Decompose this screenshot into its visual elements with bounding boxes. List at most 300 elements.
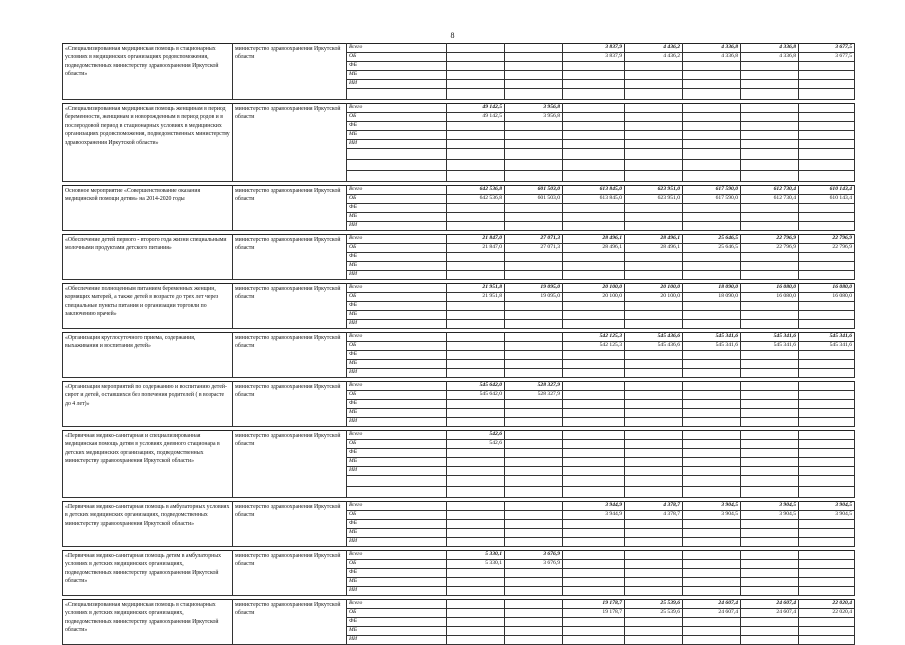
value-cell (741, 351, 799, 360)
value-cell: 22 796,9 (799, 244, 855, 253)
funding-source-label: ФБ (347, 62, 447, 71)
funding-source-label: ФБ (347, 520, 447, 529)
value-cell (799, 262, 855, 271)
value-cell (625, 131, 683, 140)
value-cell (683, 587, 741, 596)
value-cell (625, 467, 683, 476)
value-cell: 24 607,4 (741, 609, 799, 618)
value-cell (799, 551, 855, 560)
value-cell (505, 467, 563, 476)
value-cell (683, 409, 741, 418)
value-cell (505, 502, 563, 511)
value-cell: 24 607,4 (741, 600, 799, 609)
value-cell: 27 071,3 (505, 244, 563, 253)
value-cell (625, 636, 683, 645)
value-cell: 612 730,4 (741, 186, 799, 195)
value-cell: 18 090,0 (683, 293, 741, 302)
value-cell (683, 551, 741, 560)
value-cell (625, 271, 683, 280)
value-cell (683, 560, 741, 569)
value-cell (625, 409, 683, 418)
value-cell: 4 378,7 (625, 511, 683, 520)
value-cell (683, 449, 741, 458)
value-cell (741, 440, 799, 449)
activity-name: «Организация круглосуточного приема, содержания, выхаживания и воспитания детей» (63, 333, 233, 378)
funding-source-label: ОБ (347, 609, 447, 618)
value-cell (741, 213, 799, 222)
activity-name: «Первичная медико-санитарная и специализированная медицинская помощь детям в условиях дневного стационара в детских медицинских организациях, подведомственных министерству здравоохранения Иркутской области» (63, 431, 233, 498)
value-cell: 3 904,5 (799, 511, 855, 520)
value-cell (563, 551, 625, 560)
value-cell (799, 529, 855, 538)
value-cell (505, 511, 563, 520)
value-cell (683, 400, 741, 409)
value-cell (741, 271, 799, 280)
value-cell: 542,6 (447, 431, 505, 440)
value-cell (625, 311, 683, 320)
funding-source-label: Всего (347, 600, 447, 609)
activity-name: «Организация мероприятий по содержанию и воспитанию детей-сирот и детей, оставшихся без попечения родителей ( в возрасте до 4 лет)» (63, 382, 233, 427)
value-cell: 24 607,4 (683, 600, 741, 609)
value-cell (741, 578, 799, 587)
value-cell (563, 213, 625, 222)
value-cell (563, 578, 625, 587)
table-row (63, 551, 855, 560)
value-cell (741, 369, 799, 378)
value-cell (683, 351, 741, 360)
value-cell (625, 538, 683, 547)
value-cell (799, 391, 855, 400)
value-cell (505, 62, 563, 71)
value-cell (447, 400, 505, 409)
value-cell (799, 213, 855, 222)
value-cell (683, 578, 741, 587)
value-cell (505, 369, 563, 378)
value-cell (563, 262, 625, 271)
value-cell (563, 171, 625, 182)
value-cell: 545 341,6 (799, 333, 855, 342)
value-cell (799, 369, 855, 378)
value-cell (683, 440, 741, 449)
value-cell (799, 271, 855, 280)
value-cell (741, 529, 799, 538)
value-cell (447, 458, 505, 467)
value-cell (447, 618, 505, 627)
value-cell (625, 431, 683, 440)
value-cell (625, 449, 683, 458)
value-cell (799, 204, 855, 213)
table-row (63, 284, 855, 293)
value-cell (505, 529, 563, 538)
value-cell (447, 222, 505, 231)
funding-source-label: МБ (347, 529, 447, 538)
funding-source-label: ИИ (347, 636, 447, 645)
value-cell: 18 090,0 (683, 284, 741, 293)
value-cell (741, 204, 799, 213)
value-cell (563, 636, 625, 645)
funding-source-label: Всего (347, 551, 447, 560)
funding-source-label: ФБ (347, 204, 447, 213)
value-cell: 19 178,7 (563, 609, 625, 618)
value-cell: 4 436,2 (625, 53, 683, 62)
value-cell (799, 440, 855, 449)
value-cell (447, 578, 505, 587)
value-cell (505, 360, 563, 369)
funding-source-label: ИИ (347, 467, 447, 476)
value-cell (447, 320, 505, 329)
executor-name: министерство здравоохранения Иркутской области (233, 186, 347, 231)
value-cell (625, 627, 683, 636)
funding-source-label: Всего (347, 431, 447, 440)
value-cell (741, 431, 799, 440)
value-cell (447, 271, 505, 280)
value-cell (625, 320, 683, 329)
value-cell (741, 62, 799, 71)
value-cell (741, 311, 799, 320)
value-cell (741, 458, 799, 467)
value-cell (799, 302, 855, 311)
value-cell (683, 140, 741, 149)
executor-name: министерство здравоохранения Иркутской области (233, 44, 347, 100)
value-cell (683, 520, 741, 529)
funding-source-label: МБ (347, 213, 447, 222)
value-cell: 545 436,6 (625, 342, 683, 351)
value-cell (447, 476, 505, 487)
value-cell (563, 487, 625, 498)
value-cell: 545 642,0 (447, 382, 505, 391)
value-cell: 49 142,5 (447, 104, 505, 113)
value-cell (447, 302, 505, 311)
value-cell (447, 122, 505, 131)
value-cell: 3 904,5 (799, 502, 855, 511)
value-cell (563, 476, 625, 487)
executor-name: министерство здравоохранения Иркутской области (233, 284, 347, 329)
activity-name: «Первичная медико-санитарная помощь детям в амбулаторных условиях в детских медицинских организациях, подведомственных министерству здравоохранения Иркутской области» (63, 551, 233, 596)
value-cell (563, 369, 625, 378)
value-cell: 28 496,1 (625, 235, 683, 244)
value-cell (683, 476, 741, 487)
value-cell: 3 677,5 (799, 44, 855, 53)
value-cell (625, 569, 683, 578)
value-cell (683, 213, 741, 222)
value-cell: 28 496,1 (625, 244, 683, 253)
funding-source-label: ФБ (347, 253, 447, 262)
value-cell: 16 080,0 (799, 293, 855, 302)
value-cell (447, 160, 505, 171)
value-cell: 16 080,0 (741, 284, 799, 293)
value-cell (447, 262, 505, 271)
funding-source-label: Всего (347, 235, 447, 244)
value-cell (447, 520, 505, 529)
funding-source-label: ИИ (347, 222, 447, 231)
value-cell (563, 122, 625, 131)
value-cell: 21 847,0 (447, 244, 505, 253)
value-cell: 20 100,0 (563, 284, 625, 293)
value-cell (447, 418, 505, 427)
value-cell (563, 360, 625, 369)
value-cell (799, 569, 855, 578)
table-row (63, 235, 855, 244)
value-cell (683, 262, 741, 271)
value-cell (683, 431, 741, 440)
value-cell (505, 302, 563, 311)
value-cell: 3 676,9 (505, 560, 563, 569)
funding-source-label: ФБ (347, 400, 447, 409)
value-cell (447, 636, 505, 645)
value-cell (683, 302, 741, 311)
value-cell: 22 796,9 (741, 235, 799, 244)
value-cell (563, 560, 625, 569)
value-cell: 623 951,0 (625, 195, 683, 204)
value-cell (799, 400, 855, 409)
funding-source-label: ФБ (347, 122, 447, 131)
value-cell (625, 476, 683, 487)
value-cell (625, 149, 683, 160)
value-cell (625, 113, 683, 122)
value-cell (625, 560, 683, 569)
value-cell: 545 436,6 (625, 333, 683, 342)
funding-source-label: ФБ (347, 302, 447, 311)
value-cell: 22 020,4 (799, 600, 855, 609)
value-cell (625, 529, 683, 538)
value-cell (683, 80, 741, 89)
funding-source-label: ОБ (347, 195, 447, 204)
value-cell: 545 341,6 (799, 342, 855, 351)
value-cell (505, 538, 563, 547)
value-cell (563, 391, 625, 400)
value-cell (741, 520, 799, 529)
value-cell (799, 62, 855, 71)
value-cell: 27 071,3 (505, 235, 563, 244)
value-cell (563, 587, 625, 596)
activity-name: «Обеспечение детей первого - второго года жизни специальными молочными продуктами детского питания» (63, 235, 233, 280)
value-cell (563, 520, 625, 529)
value-cell (563, 62, 625, 71)
value-cell: 28 496,1 (563, 235, 625, 244)
value-cell (447, 569, 505, 578)
value-cell: 617 590,0 (683, 195, 741, 204)
value-cell (741, 418, 799, 427)
funding-source-label: ОБ (347, 293, 447, 302)
value-cell (799, 431, 855, 440)
value-cell (741, 113, 799, 122)
value-cell (563, 131, 625, 140)
value-cell: 25 646,5 (683, 235, 741, 244)
value-cell (625, 213, 683, 222)
executor-name: министерство здравоохранения Иркутской области (233, 382, 347, 427)
value-cell (683, 627, 741, 636)
value-cell (625, 140, 683, 149)
value-cell: 3 904,5 (683, 511, 741, 520)
value-cell: 25 539,6 (625, 600, 683, 609)
activity-name: Основное мероприятие «Совершенствование оказания медицинской помощи детям» на 2014-2020 годы (63, 186, 233, 231)
value-cell (741, 302, 799, 311)
value-cell (505, 609, 563, 618)
page-number: 8 (450, 31, 455, 40)
value-cell: 542 125,3 (563, 342, 625, 351)
value-cell (683, 113, 741, 122)
value-cell: 4 336,8 (683, 44, 741, 53)
value-cell (447, 71, 505, 80)
value-cell (563, 104, 625, 113)
value-cell (799, 149, 855, 160)
value-cell (625, 520, 683, 529)
value-cell (563, 458, 625, 467)
value-cell: 4 378,7 (625, 502, 683, 511)
value-cell: 642 536,8 (447, 195, 505, 204)
funding-source-label: ОБ (347, 391, 447, 400)
value-cell (505, 222, 563, 231)
value-cell (505, 600, 563, 609)
funding-source-label (347, 160, 447, 171)
value-cell (505, 578, 563, 587)
value-cell (741, 618, 799, 627)
value-cell (683, 538, 741, 547)
value-cell (799, 351, 855, 360)
value-cell: 610 143,4 (799, 186, 855, 195)
value-cell (625, 160, 683, 171)
funding-source-label: Всего (347, 502, 447, 511)
value-cell (505, 71, 563, 80)
table-row (63, 44, 855, 53)
value-cell: 3 904,5 (683, 502, 741, 511)
value-cell (625, 204, 683, 213)
value-cell (505, 400, 563, 409)
value-cell (683, 391, 741, 400)
value-cell (447, 502, 505, 511)
value-cell (683, 311, 741, 320)
value-cell (683, 149, 741, 160)
value-cell (741, 569, 799, 578)
value-cell (447, 89, 505, 100)
funding-source-label: МБ (347, 262, 447, 271)
value-cell (683, 418, 741, 427)
value-cell: 3 904,5 (741, 502, 799, 511)
value-cell (505, 171, 563, 182)
funding-source-label: МБ (347, 311, 447, 320)
value-cell (683, 636, 741, 645)
value-cell (799, 476, 855, 487)
value-cell (799, 320, 855, 329)
value-cell (799, 222, 855, 231)
value-cell (799, 140, 855, 149)
funding-source-label: ИИ (347, 140, 447, 149)
table-row (63, 600, 855, 609)
value-cell (625, 71, 683, 80)
table-row (63, 186, 855, 195)
value-cell (741, 636, 799, 645)
value-cell (741, 80, 799, 89)
value-cell: 601 503,0 (505, 195, 563, 204)
value-cell (741, 627, 799, 636)
value-cell: 3 944,9 (563, 502, 625, 511)
value-cell (683, 222, 741, 231)
value-cell (625, 122, 683, 131)
value-cell: 613 845,0 (563, 195, 625, 204)
value-cell (799, 131, 855, 140)
value-cell (741, 409, 799, 418)
value-cell (683, 369, 741, 378)
value-cell (505, 587, 563, 596)
value-cell (625, 302, 683, 311)
executor-name: министерство здравоохранения Иркутской области (233, 235, 347, 280)
value-cell (505, 351, 563, 360)
funding-source-label: ОБ (347, 560, 447, 569)
funding-source-label: ИИ (347, 369, 447, 378)
funding-source-label: ИИ (347, 271, 447, 280)
value-cell: 5 330,1 (447, 560, 505, 569)
value-cell (799, 627, 855, 636)
value-cell: 528 327,9 (505, 382, 563, 391)
value-cell (741, 449, 799, 458)
value-cell (447, 131, 505, 140)
value-cell (683, 122, 741, 131)
value-cell (683, 487, 741, 498)
value-cell (505, 409, 563, 418)
value-cell (505, 569, 563, 578)
value-cell (505, 44, 563, 53)
value-cell: 601 503,0 (505, 186, 563, 195)
value-cell (505, 271, 563, 280)
value-cell (683, 529, 741, 538)
value-cell (625, 551, 683, 560)
value-cell (799, 487, 855, 498)
funding-source-label: ОБ (347, 440, 447, 449)
value-cell (447, 538, 505, 547)
value-cell (625, 62, 683, 71)
value-cell (447, 213, 505, 222)
value-cell (505, 53, 563, 62)
value-cell (741, 140, 799, 149)
value-cell (563, 409, 625, 418)
funding-source-label: МБ (347, 458, 447, 467)
executor-name: министерство здравоохранения Иркутской области (233, 333, 347, 378)
value-cell (447, 62, 505, 71)
value-cell (505, 333, 563, 342)
value-cell (563, 320, 625, 329)
table-row (63, 502, 855, 511)
value-cell: 19 178,7 (563, 600, 625, 609)
value-cell (799, 89, 855, 100)
value-cell: 642 536,8 (447, 186, 505, 195)
value-cell (741, 538, 799, 547)
value-cell: 617 590,0 (683, 186, 741, 195)
value-cell (683, 171, 741, 182)
value-cell: 613 845,0 (563, 186, 625, 195)
value-cell: 3 676,9 (505, 551, 563, 560)
funding-source-label: МБ (347, 131, 447, 140)
value-cell: 610 143,4 (799, 195, 855, 204)
value-cell (505, 140, 563, 149)
value-cell (447, 253, 505, 262)
value-cell (505, 520, 563, 529)
value-cell: 20 100,0 (625, 293, 683, 302)
value-cell (563, 467, 625, 476)
value-cell (563, 351, 625, 360)
value-cell (741, 487, 799, 498)
value-cell (447, 449, 505, 458)
value-cell (505, 449, 563, 458)
activity-name: «Первичная медико-санитарная помощь в амбулаторных условиях в детских медицинских организациях, подведомственных министерству здравоохранения Иркутской области» (63, 502, 233, 547)
value-cell (447, 409, 505, 418)
value-cell (799, 104, 855, 113)
value-cell (683, 458, 741, 467)
value-cell (683, 382, 741, 391)
value-cell (505, 636, 563, 645)
value-cell (505, 213, 563, 222)
funding-source-label: ОБ (347, 113, 447, 122)
value-cell (741, 391, 799, 400)
